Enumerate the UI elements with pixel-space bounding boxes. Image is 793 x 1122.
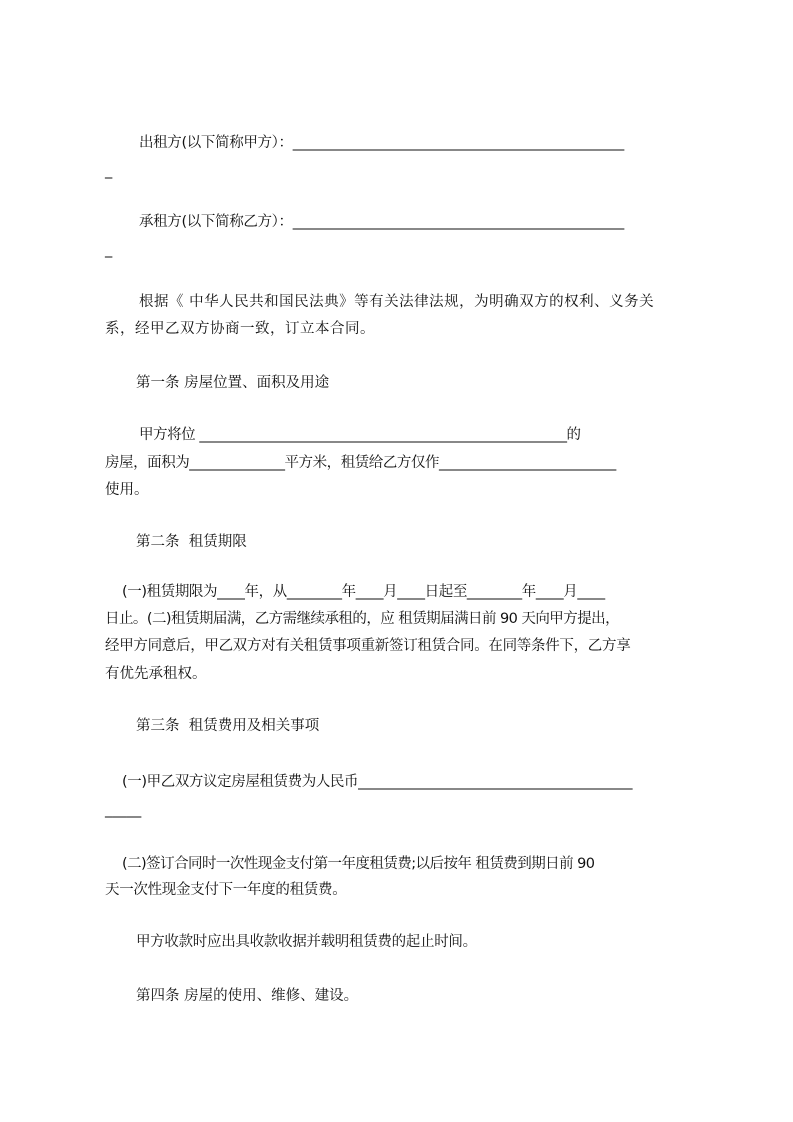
preamble-line-2: 系，经甲乙双方协商一致，订立本合同。 <box>105 321 375 337</box>
article-1-line-2: 房屋，面积为______________平方米，租赁给乙方仅作__________________________ <box>105 455 616 471</box>
party-b-line-continued: _ <box>105 242 113 258</box>
article-2-line-2: 日止。(二)租赁期届满，乙方需继续承租的，应 租赁期届满日前 90 天向甲方提出， <box>105 611 620 627</box>
article-1-heading: 第一条 房屋位置、面积及用途 <box>136 375 330 391</box>
article-3-clause-1-line-2: _____ <box>105 802 142 818</box>
party-a-line-continued: _ <box>105 163 113 179</box>
article-2-heading: 第二条 租赁期限 <box>136 534 247 550</box>
article-1-line-1: 甲方将位 ______________________________________________________的 <box>139 427 581 443</box>
article-2-line-4: 有优先承租权。 <box>105 666 207 682</box>
article-4-heading: 第四条 房屋的使用、维修、建设。 <box>136 988 359 1004</box>
article-3-clause-1-line-1: (一)甲乙双方议定房屋租赁费为人民币________________________________________ <box>122 774 633 790</box>
article-2-line-1: (一)租赁期限为____年，从________年____月____日起至________年____月____ <box>122 584 605 600</box>
article-3-clause-2-line-1: (二)签订合同时一次性现金支付第一年度租赁费;以后按年 租赁费到期日前 90 <box>122 856 595 872</box>
article-2-line-3: 经甲方同意后，甲乙双方对有关租赁事项重新签订租赁合同。在同等条件下，乙方享 <box>105 638 631 654</box>
article-3-clause-2-line-2: 天一次性现金支付下一年度的租赁费。 <box>105 882 347 898</box>
party-b-line: 承租方(以下简称乙方）：________________________________________________ <box>139 214 624 230</box>
article-1-line-3: 使用。 <box>105 482 149 498</box>
article-3-receipt-note: 甲方收款时应出具收款收据并载明租赁费的起止时间。 <box>136 934 477 950</box>
party-a-line: 出租方(以下简称甲方）：________________________________________________ <box>139 135 624 151</box>
article-3-heading: 第三条 租赁费用及相关事项 <box>136 718 320 734</box>
preamble-line-1: 根据《 中华人民共和国民法典》等有关法律法规，为明确双方的权利、义务关 <box>139 294 655 310</box>
